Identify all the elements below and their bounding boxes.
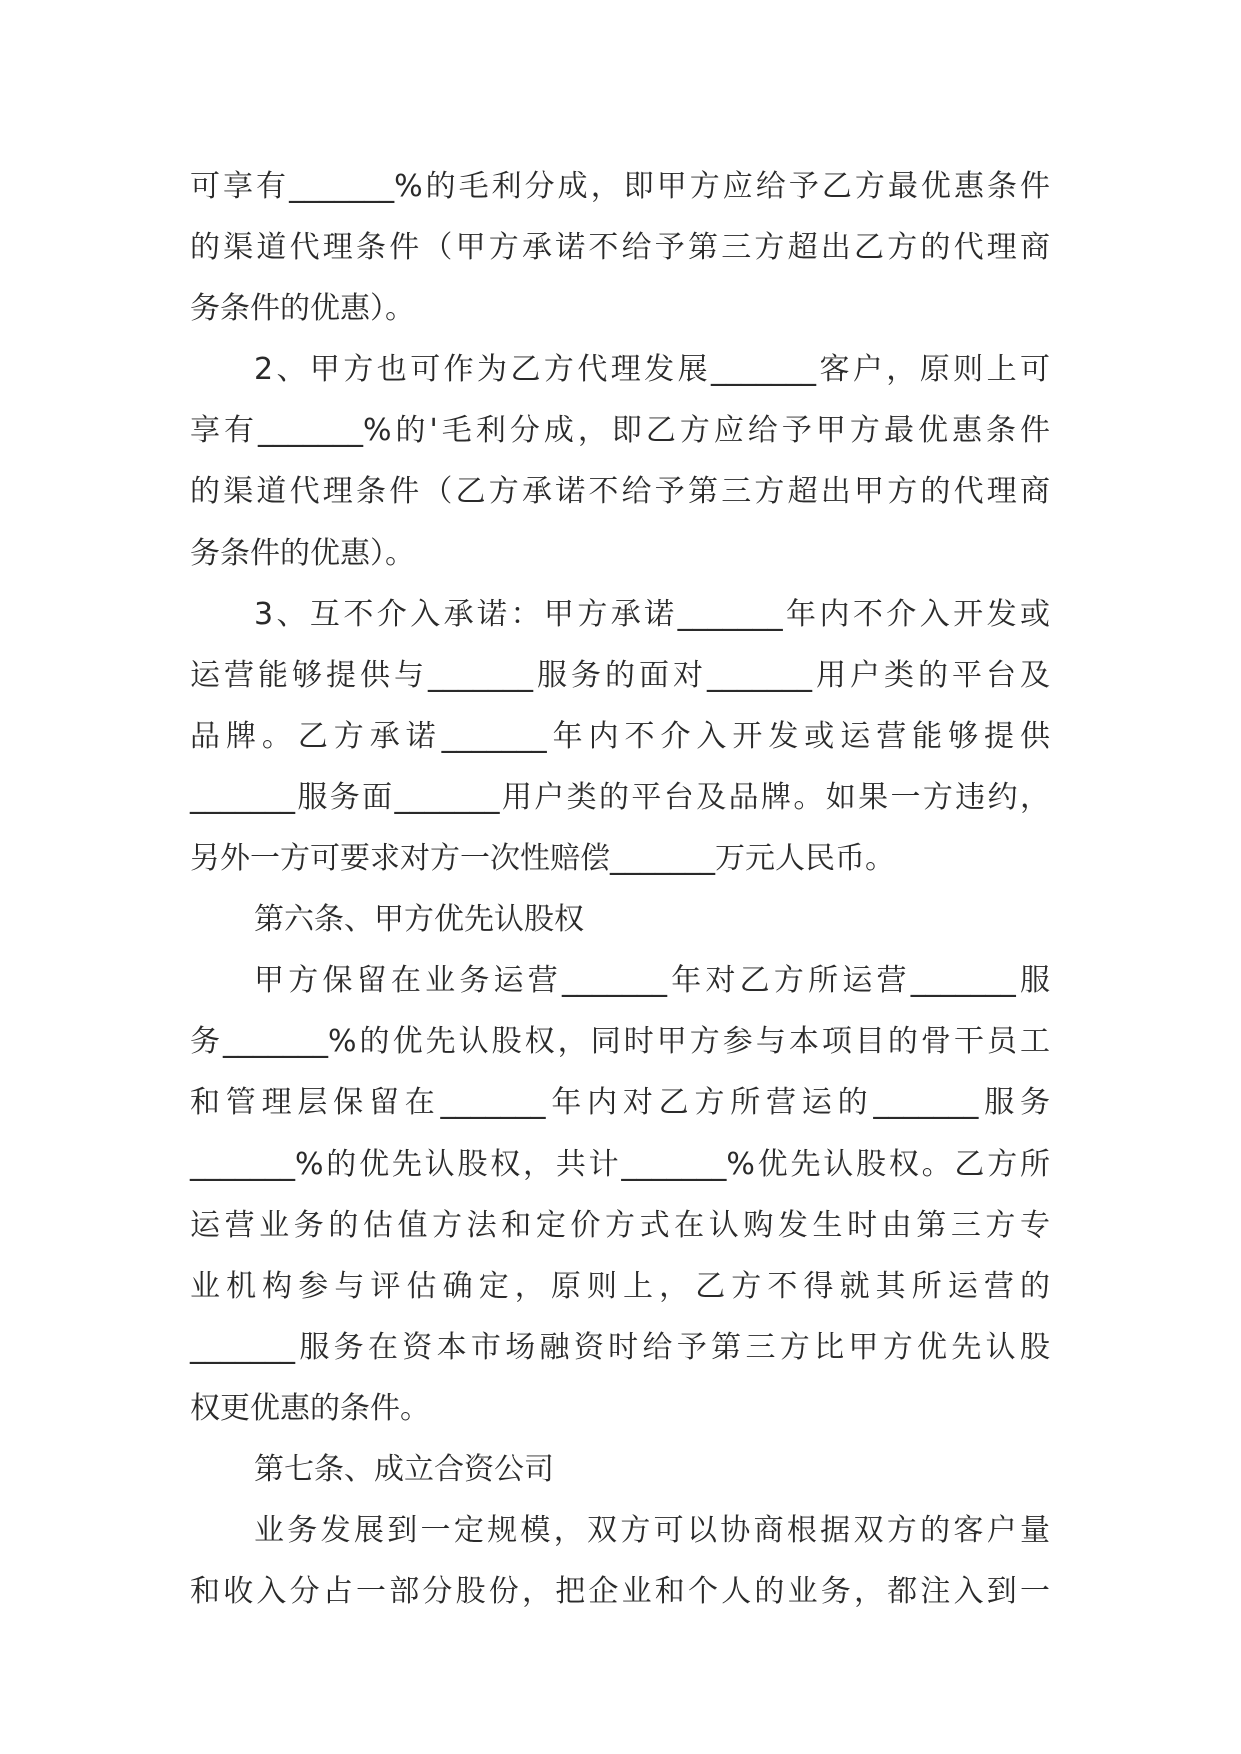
text-line: 运营能够提供与_______服务的面对_______用户类的平台及 xyxy=(190,657,1050,693)
text-line: 品牌。乙方承诺_______年内不介入开发或运营能够提供 xyxy=(190,718,1050,754)
text-line: 享有_______%的'毛利分成，即乙方应给予甲方最优惠条件 xyxy=(190,413,1050,449)
text-line: 运营业务的估值方法和定价方式在认购发生时由第三方专 xyxy=(190,1207,1050,1243)
text-line: 和收入分占一部分股份，把企业和个人的业务，都注入到一 xyxy=(190,1574,1050,1610)
text-line: 甲方保留在业务运营_______年对乙方所运营_______服 xyxy=(254,963,1050,999)
section-heading: 第六条、甲方优先认股权 xyxy=(254,902,584,938)
text-line: 业务发展到一定规模，双方可以协商根据双方的客户量 xyxy=(254,1513,1050,1549)
text-line: 业机构参与评估确定，原则上，乙方不得就其所运营的 xyxy=(190,1268,1050,1304)
text-line: 3、互不介入承诺：甲方承诺_______年内不介入开发或 xyxy=(254,596,1050,632)
document-body xyxy=(190,156,1050,1622)
text-line: 的渠道代理条件（甲方承诺不给予第三方超出乙方的代理商 xyxy=(190,230,1050,266)
text-line: 的渠道代理条件（乙方承诺不给予第三方超出甲方的代理商 xyxy=(190,474,1050,510)
text-line: _______服务面_______用户类的平台及品牌。如果一方违约， xyxy=(190,779,1050,815)
text-line: _______服务在资本市场融资时给予第三方比甲方优先认股 xyxy=(190,1329,1050,1365)
text-line: _______%的优先认股权，共计_______%优先认股权。乙方所 xyxy=(190,1146,1050,1182)
text-line: 务条件的优惠）。 xyxy=(190,535,415,571)
section-heading: 第七条、成立合资公司 xyxy=(254,1451,554,1487)
text-line: 和管理层保留在_______年内对乙方所营运的_______服务 xyxy=(190,1085,1050,1121)
text-line: 可享有_______%的毛利分成，即甲方应给予乙方最优惠条件 xyxy=(190,169,1050,204)
text-line: 另外一方可要求对方一次性赔偿_______万元人民币。 xyxy=(190,841,895,877)
text-line: 权更优惠的条件。 xyxy=(190,1390,430,1426)
text-line: 务条件的优惠）。 xyxy=(190,291,415,327)
text-line: 2、甲方也可作为乙方代理发展_______客户，原则上可 xyxy=(254,352,1050,388)
text-line: 务_______%的优先认股权，同时甲方参与本项目的骨干员工 xyxy=(190,1024,1050,1060)
